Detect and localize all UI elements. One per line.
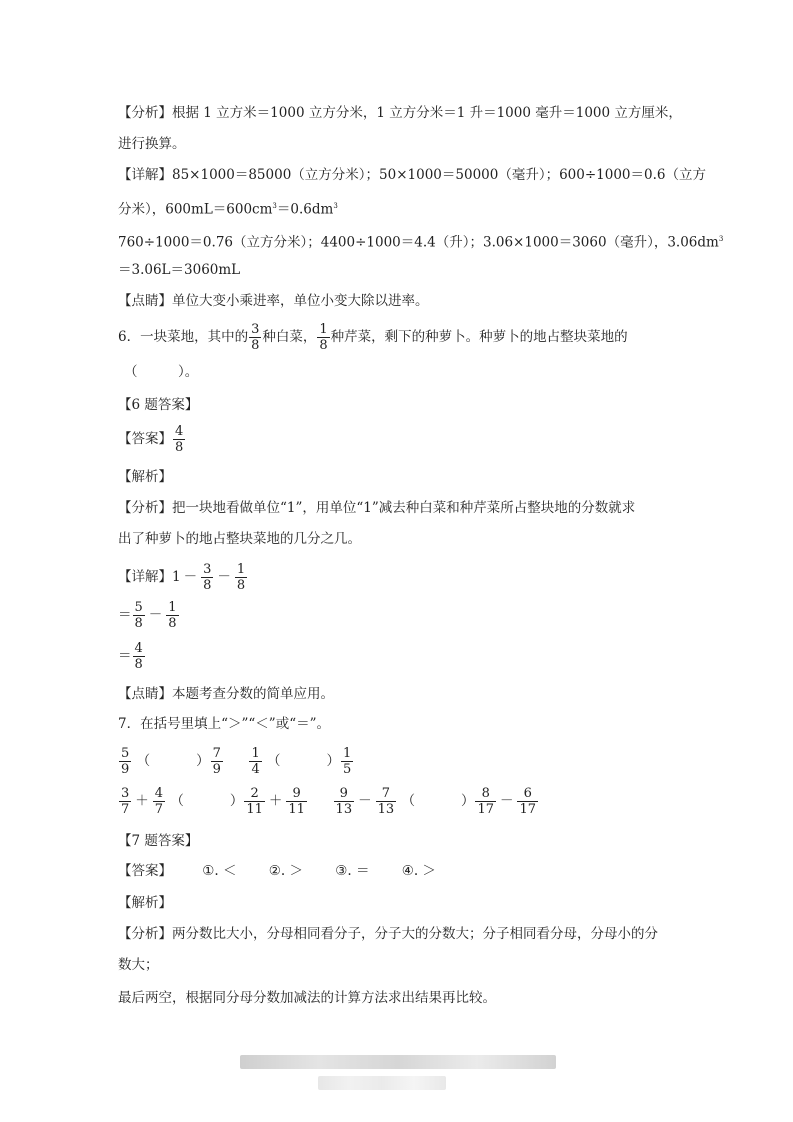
answer-1: ①. ＜ bbox=[202, 863, 237, 879]
q7-intro: 7．在括号里填上“＞”“＜”或“＝”。 bbox=[118, 716, 330, 732]
fraction-3-8: $\frac{3}{8}$ bbox=[203, 562, 212, 593]
q7-row-1 bbox=[118, 746, 354, 777]
q5-analysis-line-1: 【分析】根据 1 立方米＝1000 立方分米，1 立方分米＝1 升＝1000 毫升＝1000 立方厘米， bbox=[118, 105, 682, 121]
q7-jiexi: 【解析】 bbox=[118, 895, 172, 911]
q6-detail-line-2: ＝ $\frac{5}{8}$ － $\frac{1}{8}$ bbox=[118, 600, 177, 631]
fraction-7-9: $\frac{7}{9}$ bbox=[212, 746, 221, 777]
q6-part3: 种芹菜，剩下的种萝卜。种萝卜的地占整块菜地的 bbox=[330, 329, 628, 345]
q5-detail-3a: 760÷1000＝0.76（立方分米）；4400÷1000＝4.4（升）；3.06×1000＝3060（毫升），3.06dm bbox=[118, 234, 719, 251]
paren-close: ） bbox=[229, 793, 244, 809]
fraction-3-8: $\frac{3}{8}$ bbox=[251, 322, 260, 353]
q6-answer bbox=[118, 424, 186, 455]
fraction-1-8: $\frac{1}{8}$ bbox=[168, 600, 177, 631]
paren-close: ） bbox=[196, 753, 210, 769]
blurred-footer-watermark bbox=[240, 1055, 556, 1069]
paren-open: （ bbox=[170, 793, 184, 809]
fraction-7-13: $\frac{7}{13}$ bbox=[377, 786, 395, 817]
q6-detail-line-3: ＝ $\frac{4}{8}$ bbox=[118, 641, 143, 672]
q7-answers bbox=[118, 861, 436, 881]
paren-open: （ bbox=[267, 753, 281, 769]
q6-jiexi: 【解析】 bbox=[118, 469, 172, 485]
q7-analysis-1: 【分析】两分数比大小，分母相同看分子，分子大的分数大；分子相同看分母，分母小的分 bbox=[118, 926, 658, 942]
fraction-2-11: $\frac{2}{11}$ bbox=[246, 786, 263, 817]
fraction-9-11: $\frac{9}{11}$ bbox=[288, 786, 305, 817]
sup-3: 3 bbox=[333, 202, 338, 210]
q5-analysis-line-2: 进行换算。 bbox=[118, 136, 186, 152]
q6-part2: 种白菜， bbox=[262, 329, 317, 345]
q5-comment: 【点睛】单位大变小乘进率，单位小变大除以进率。 bbox=[118, 293, 429, 309]
sup-3: 3 bbox=[272, 202, 277, 210]
fraction-4-8: $\frac{4}{8}$ bbox=[175, 424, 184, 455]
fraction-6-17: $\frac{6}{17}$ bbox=[519, 786, 537, 817]
answer-4: ④. ＞ bbox=[401, 863, 436, 879]
fraction-1-8: $\frac{1}{8}$ bbox=[319, 322, 328, 353]
q5-detail-line-3 bbox=[118, 229, 723, 253]
answer-2: ②. ＞ bbox=[268, 863, 303, 879]
fraction-3-7: $\frac{3}{7}$ bbox=[121, 786, 130, 817]
q6-analysis-2: 出了种萝卜的地占整块菜地的几分之几。 bbox=[118, 531, 361, 547]
q7-analysis-2: 数大； bbox=[118, 957, 159, 973]
q6-answer-header: 【6 题答案】 bbox=[118, 397, 199, 413]
q6-detail-line-1: 【详解】1 － $\frac{3}{8}$ － $\frac{1}{8}$ bbox=[118, 562, 246, 593]
q5-detail-2b: ＝0.6dm bbox=[276, 201, 334, 218]
q5-detail-line-1: 【详解】85×1000＝85000（立方分米）；50×1000＝50000（毫升）；600÷1000＝0.6（立方 bbox=[118, 167, 706, 183]
paren-close: ） bbox=[326, 753, 341, 769]
paren-open: （ bbox=[136, 753, 151, 769]
q7-answer-header: 【7 题答案】 bbox=[118, 833, 199, 849]
fraction-5-8: $\frac{5}{8}$ bbox=[134, 600, 143, 631]
fraction-1-8: $\frac{1}{8}$ bbox=[236, 562, 246, 593]
detail-label: 【详解】 bbox=[118, 569, 172, 585]
q6-comment: 【点睛】本题考查分数的简单应用。 bbox=[118, 686, 334, 702]
fraction-1-4: $\frac{1}{4}$ bbox=[251, 746, 260, 777]
q6-analysis-1: 【分析】把一块地看做单位“1”，用单位“1”减去种白菜和种芹菜所占整块地的分数就求 bbox=[118, 500, 636, 516]
q5-detail-line-4: ＝3.06L＝3060mL bbox=[118, 262, 241, 278]
paren-close: ） bbox=[460, 793, 475, 809]
q7-analysis-3: 最后两空，根据同分母分数加减法的计算方法求出结果再比较。 bbox=[118, 990, 496, 1006]
fraction-8-17: $\frac{8}{17}$ bbox=[477, 786, 494, 817]
q6-blank: （ ）。 bbox=[124, 364, 199, 380]
blurred-footer-watermark bbox=[318, 1076, 446, 1090]
answer-3: ③. ＝ bbox=[335, 863, 370, 879]
q6-intro: 6．一块菜地，其中的 bbox=[118, 329, 249, 345]
q5-detail-2a: 分米），600mL＝600cm bbox=[118, 201, 273, 218]
sup-3: 3 bbox=[718, 235, 724, 243]
fraction-4-7: $\frac{4}{7}$ bbox=[154, 786, 164, 817]
fraction-4-8: $\frac{4}{8}$ bbox=[134, 641, 143, 672]
fraction-1-5: $\frac{1}{5}$ bbox=[343, 746, 352, 777]
q6-question bbox=[118, 322, 628, 353]
fraction-5-9: $\frac{5}{9}$ bbox=[121, 746, 130, 777]
answer-label: 【答案】 bbox=[118, 863, 172, 879]
q7-row-2: $\frac{3}{7}$ ＋ $\frac{4}{7}$ （ ） $\frac{2}{11}$ ＋ $\frac{9}{11}$ $\frac{9}{13}$ － $\frac{7}{13}$ （ ） $\frac{8}{17}$ － $\frac{6}{17}$ bbox=[121, 786, 537, 817]
q5-detail-line-2 bbox=[118, 196, 338, 220]
answer-label: 【答案】 bbox=[118, 431, 172, 447]
fraction-9-13: $\frac{9}{13}$ bbox=[335, 786, 353, 817]
paren-open: （ bbox=[401, 793, 415, 809]
